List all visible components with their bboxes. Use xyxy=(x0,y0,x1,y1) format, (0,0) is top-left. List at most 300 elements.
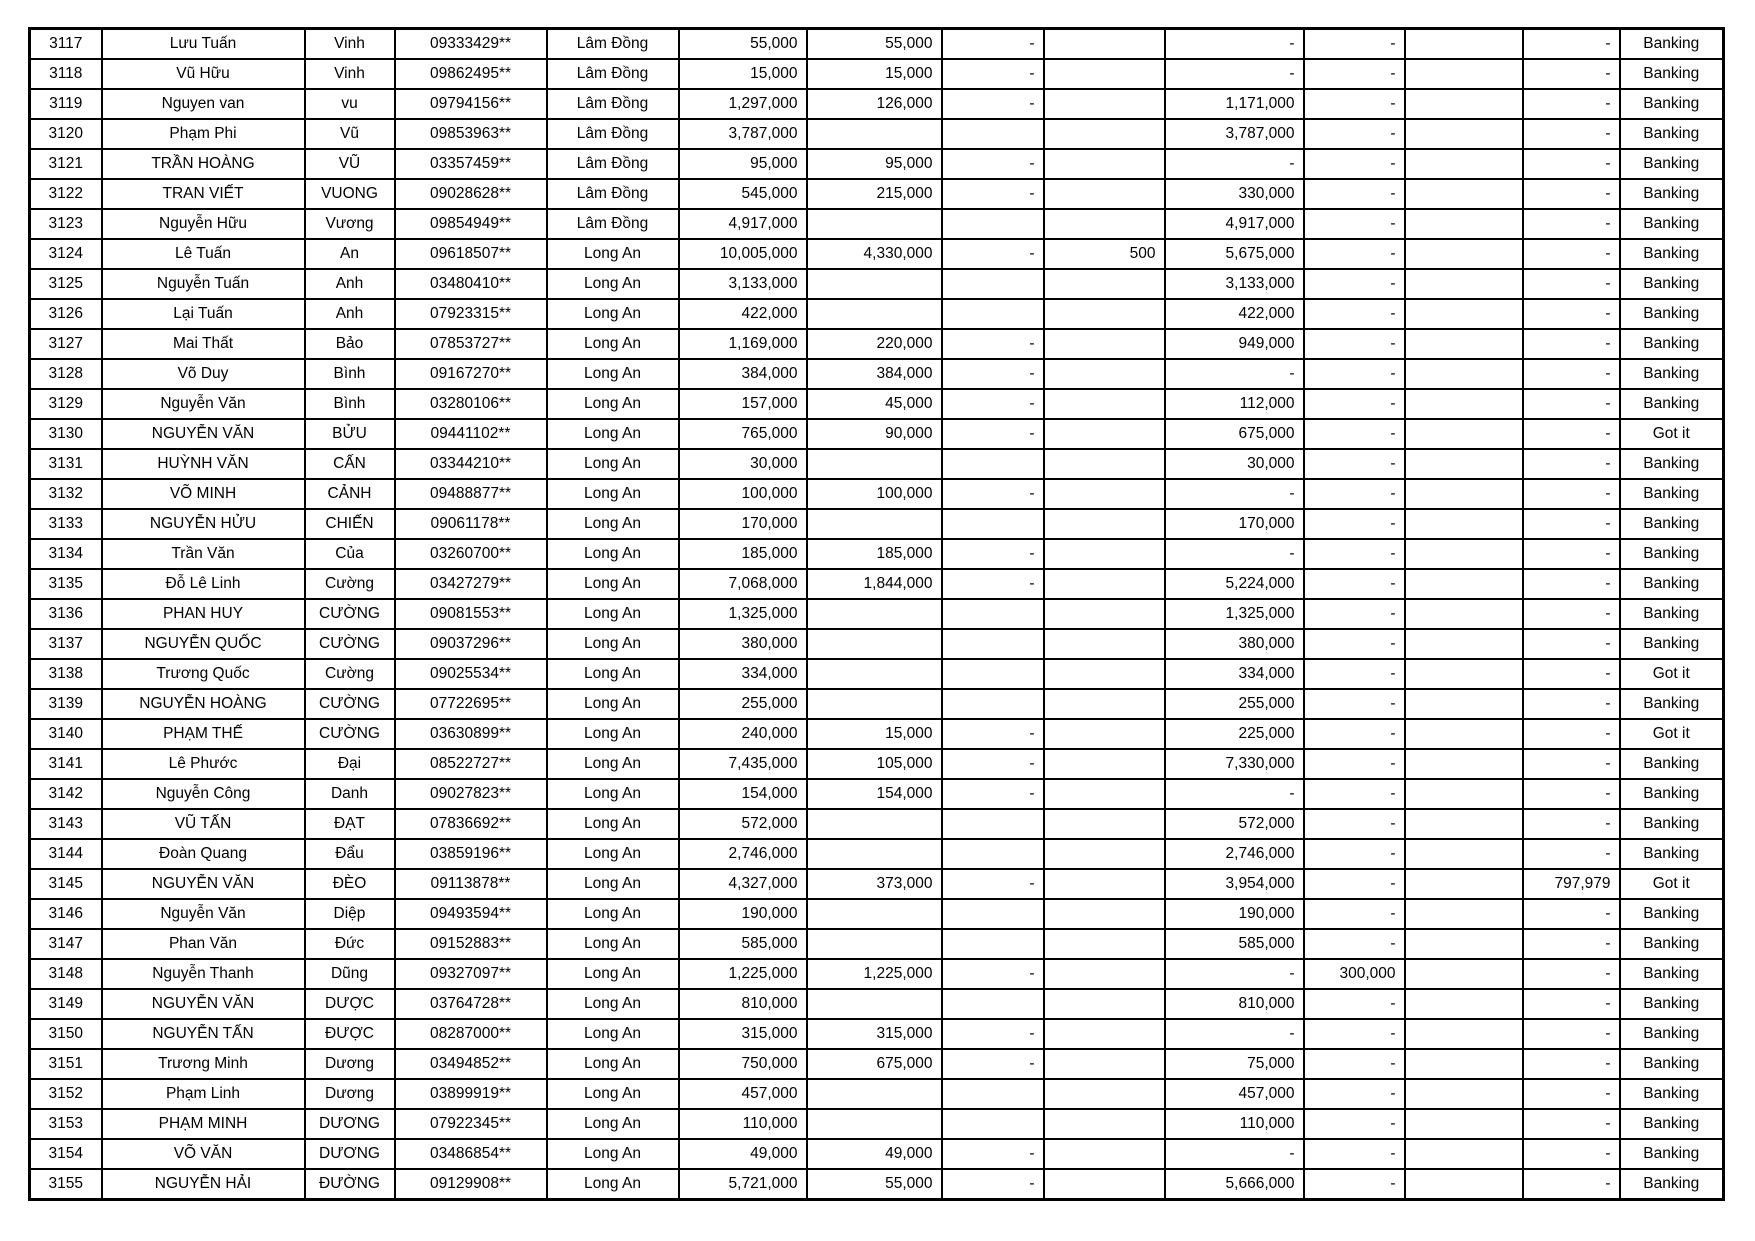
cell-phone-number: 08522727** xyxy=(395,749,547,779)
cell-amount-h: - xyxy=(1523,239,1620,269)
cell-amount-c: - xyxy=(942,29,1044,60)
cell-amount-c xyxy=(942,809,1044,839)
cell-amount-g xyxy=(1405,839,1523,869)
cell-amount-e: 2,746,000 xyxy=(1165,839,1304,869)
cell-amount-e: 30,000 xyxy=(1165,449,1304,479)
cell-amount-h: - xyxy=(1523,209,1620,239)
table-row xyxy=(30,899,1724,929)
cell-amount-d xyxy=(1044,449,1165,479)
cell-amount-b xyxy=(807,119,942,149)
cell-amount-a: 765,000 xyxy=(679,419,807,449)
cell-phone-number: 09333429** xyxy=(395,29,547,60)
cell-amount-a: 750,000 xyxy=(679,1049,807,1079)
cell-last-name: Đẩu xyxy=(305,839,395,869)
cell-province: Long An xyxy=(547,389,679,419)
cell-phone-number: 09618507** xyxy=(395,239,547,269)
cell-amount-b: 100,000 xyxy=(807,479,942,509)
cell-province: Lâm Đồng xyxy=(547,29,679,60)
cell-last-name: Dũng xyxy=(305,959,395,989)
cell-phone-number: 03899919** xyxy=(395,1079,547,1109)
cell-amount-d xyxy=(1044,959,1165,989)
cell-amount-d xyxy=(1044,839,1165,869)
cell-last-name: Anh xyxy=(305,269,395,299)
cell-amount-h: - xyxy=(1523,719,1620,749)
cell-first-middle-name: VÕ VĂN xyxy=(102,1139,305,1169)
cell-amount-e: 949,000 xyxy=(1165,329,1304,359)
cell-first-middle-name: NGUYỄN HỬU xyxy=(102,509,305,539)
cell-amount-e: 4,917,000 xyxy=(1165,209,1304,239)
table-row xyxy=(30,1019,1724,1049)
cell-amount-d xyxy=(1044,149,1165,179)
table-body xyxy=(30,29,1724,1200)
cell-province: Long An xyxy=(547,779,679,809)
data-table xyxy=(28,27,1725,1201)
cell-last-name: Danh xyxy=(305,779,395,809)
cell-phone-number: 03859196** xyxy=(395,839,547,869)
cell-amount-e: 190,000 xyxy=(1165,899,1304,929)
table-row xyxy=(30,239,1724,269)
cell-province: Long An xyxy=(547,479,679,509)
cell-last-name: Đại xyxy=(305,749,395,779)
cell-status: Banking xyxy=(1620,89,1724,119)
cell-amount-g xyxy=(1405,779,1523,809)
cell-amount-f: - xyxy=(1304,119,1405,149)
cell-amount-a: 3,787,000 xyxy=(679,119,807,149)
cell-amount-b: 126,000 xyxy=(807,89,942,119)
cell-amount-c: - xyxy=(942,239,1044,269)
cell-last-name: Bình xyxy=(305,359,395,389)
cell-status: Banking xyxy=(1620,509,1724,539)
cell-amount-a: 384,000 xyxy=(679,359,807,389)
cell-amount-b: 373,000 xyxy=(807,869,942,899)
cell-province: Lâm Đồng xyxy=(547,89,679,119)
cell-amount-b xyxy=(807,809,942,839)
cell-amount-c: - xyxy=(942,149,1044,179)
cell-amount-d xyxy=(1044,779,1165,809)
cell-phone-number: 07722695** xyxy=(395,689,547,719)
cell-amount-c: - xyxy=(942,1169,1044,1200)
cell-amount-a: 100,000 xyxy=(679,479,807,509)
cell-province: Long An xyxy=(547,749,679,779)
cell-amount-a: 4,327,000 xyxy=(679,869,807,899)
cell-status: Banking xyxy=(1620,569,1724,599)
cell-row-id: 3125 xyxy=(30,269,102,299)
cell-phone-number: 09493594** xyxy=(395,899,547,929)
table-row xyxy=(30,29,1724,60)
cell-amount-e: 7,330,000 xyxy=(1165,749,1304,779)
cell-amount-a: 422,000 xyxy=(679,299,807,329)
cell-amount-a: 4,917,000 xyxy=(679,209,807,239)
cell-amount-c: - xyxy=(942,389,1044,419)
cell-amount-h: - xyxy=(1523,689,1620,719)
cell-phone-number: 03357459** xyxy=(395,149,547,179)
cell-amount-e: 334,000 xyxy=(1165,659,1304,689)
cell-amount-b: 15,000 xyxy=(807,719,942,749)
cell-amount-d xyxy=(1044,629,1165,659)
cell-first-middle-name: Nguyễn Văn xyxy=(102,389,305,419)
cell-last-name: Anh xyxy=(305,299,395,329)
cell-province: Lâm Đồng xyxy=(547,209,679,239)
cell-row-id: 3149 xyxy=(30,989,102,1019)
table-row xyxy=(30,749,1724,779)
cell-status: Banking xyxy=(1620,989,1724,1019)
cell-amount-h: - xyxy=(1523,179,1620,209)
cell-amount-a: 185,000 xyxy=(679,539,807,569)
cell-phone-number: 09129908** xyxy=(395,1169,547,1200)
cell-amount-f: - xyxy=(1304,299,1405,329)
cell-row-id: 3141 xyxy=(30,749,102,779)
cell-amount-e: - xyxy=(1165,539,1304,569)
cell-amount-f: - xyxy=(1304,1109,1405,1139)
cell-amount-g xyxy=(1405,239,1523,269)
cell-row-id: 3121 xyxy=(30,149,102,179)
cell-phone-number: 03764728** xyxy=(395,989,547,1019)
cell-amount-b xyxy=(807,449,942,479)
table-row xyxy=(30,449,1724,479)
cell-amount-e: 170,000 xyxy=(1165,509,1304,539)
cell-row-id: 3135 xyxy=(30,569,102,599)
cell-amount-e: 422,000 xyxy=(1165,299,1304,329)
cell-status: Banking xyxy=(1620,539,1724,569)
cell-amount-b: 215,000 xyxy=(807,179,942,209)
cell-amount-g xyxy=(1405,539,1523,569)
cell-amount-a: 10,005,000 xyxy=(679,239,807,269)
cell-amount-h: - xyxy=(1523,359,1620,389)
cell-amount-h: - xyxy=(1523,1169,1620,1200)
cell-last-name: An xyxy=(305,239,395,269)
cell-amount-a: 457,000 xyxy=(679,1079,807,1109)
cell-amount-g xyxy=(1405,509,1523,539)
table-row xyxy=(30,359,1724,389)
cell-amount-c: - xyxy=(942,569,1044,599)
cell-amount-c: - xyxy=(942,869,1044,899)
cell-status: Banking xyxy=(1620,839,1724,869)
cell-province: Long An xyxy=(547,689,679,719)
cell-amount-e: 110,000 xyxy=(1165,1109,1304,1139)
table-row xyxy=(30,869,1724,899)
cell-amount-d xyxy=(1044,29,1165,60)
cell-amount-e: 5,675,000 xyxy=(1165,239,1304,269)
cell-amount-f: - xyxy=(1304,749,1405,779)
cell-amount-a: 157,000 xyxy=(679,389,807,419)
cell-amount-c: - xyxy=(942,419,1044,449)
cell-amount-g xyxy=(1405,449,1523,479)
cell-first-middle-name: NGUYỄN VĂN xyxy=(102,869,305,899)
cell-province: Long An xyxy=(547,1109,679,1139)
cell-row-id: 3117 xyxy=(30,29,102,60)
table-row xyxy=(30,539,1724,569)
cell-amount-e: - xyxy=(1165,29,1304,60)
cell-last-name: VUONG xyxy=(305,179,395,209)
cell-last-name: ĐÈO xyxy=(305,869,395,899)
cell-amount-a: 5,721,000 xyxy=(679,1169,807,1200)
cell-status: Banking xyxy=(1620,929,1724,959)
cell-amount-g xyxy=(1405,1049,1523,1079)
cell-last-name: ĐƯỢC xyxy=(305,1019,395,1049)
cell-amount-d xyxy=(1044,869,1165,899)
cell-amount-g xyxy=(1405,689,1523,719)
table-row xyxy=(30,1079,1724,1109)
cell-phone-number: 03630899** xyxy=(395,719,547,749)
cell-status: Banking xyxy=(1620,299,1724,329)
cell-status: Banking xyxy=(1620,749,1724,779)
cell-phone-number: 03486854** xyxy=(395,1139,547,1169)
cell-amount-g xyxy=(1405,749,1523,779)
cell-amount-f: - xyxy=(1304,989,1405,1019)
cell-amount-g xyxy=(1405,659,1523,689)
cell-status: Banking xyxy=(1620,899,1724,929)
cell-row-id: 3126 xyxy=(30,299,102,329)
cell-amount-d xyxy=(1044,689,1165,719)
cell-row-id: 3128 xyxy=(30,359,102,389)
cell-amount-c: - xyxy=(942,479,1044,509)
cell-amount-d xyxy=(1044,59,1165,89)
cell-amount-h: - xyxy=(1523,959,1620,989)
cell-last-name: CƯỜNG xyxy=(305,629,395,659)
cell-row-id: 3155 xyxy=(30,1169,102,1200)
cell-amount-d xyxy=(1044,209,1165,239)
cell-first-middle-name: Trương Quốc xyxy=(102,659,305,689)
cell-first-middle-name: Vũ Hữu xyxy=(102,59,305,89)
cell-last-name: Của xyxy=(305,539,395,569)
cell-amount-g xyxy=(1405,629,1523,659)
cell-phone-number: 03344210** xyxy=(395,449,547,479)
cell-amount-h: 797,979 xyxy=(1523,869,1620,899)
cell-amount-e: - xyxy=(1165,1019,1304,1049)
cell-amount-f: - xyxy=(1304,329,1405,359)
cell-amount-g xyxy=(1405,1019,1523,1049)
cell-amount-h: - xyxy=(1523,389,1620,419)
cell-amount-h: - xyxy=(1523,569,1620,599)
cell-amount-h: - xyxy=(1523,839,1620,869)
cell-status: Banking xyxy=(1620,689,1724,719)
cell-amount-d xyxy=(1044,989,1165,1019)
cell-amount-d xyxy=(1044,749,1165,779)
cell-amount-f: - xyxy=(1304,479,1405,509)
cell-amount-b xyxy=(807,1109,942,1139)
cell-amount-b: 90,000 xyxy=(807,419,942,449)
table-row xyxy=(30,119,1724,149)
cell-row-id: 3146 xyxy=(30,899,102,929)
cell-amount-b: 45,000 xyxy=(807,389,942,419)
cell-first-middle-name: NGUYỄN TẤN xyxy=(102,1019,305,1049)
cell-amount-c: - xyxy=(942,179,1044,209)
cell-amount-c xyxy=(942,299,1044,329)
cell-amount-f: - xyxy=(1304,809,1405,839)
cell-status: Got it xyxy=(1620,419,1724,449)
cell-amount-c xyxy=(942,659,1044,689)
cell-province: Long An xyxy=(547,989,679,1019)
cell-amount-b: 15,000 xyxy=(807,59,942,89)
cell-province: Long An xyxy=(547,839,679,869)
cell-amount-b xyxy=(807,599,942,629)
cell-first-middle-name: Nguyễn Tuấn xyxy=(102,269,305,299)
cell-amount-a: 55,000 xyxy=(679,29,807,60)
cell-amount-c: - xyxy=(942,359,1044,389)
cell-amount-h: - xyxy=(1523,1019,1620,1049)
cell-phone-number: 03280106** xyxy=(395,389,547,419)
cell-status: Banking xyxy=(1620,1109,1724,1139)
table-row xyxy=(30,779,1724,809)
cell-row-id: 3130 xyxy=(30,419,102,449)
cell-status: Got it xyxy=(1620,659,1724,689)
cell-amount-h: - xyxy=(1523,779,1620,809)
cell-amount-f: - xyxy=(1304,779,1405,809)
cell-amount-a: 1,169,000 xyxy=(679,329,807,359)
cell-last-name: VŨ xyxy=(305,149,395,179)
cell-amount-b xyxy=(807,509,942,539)
cell-first-middle-name: Lê Tuấn xyxy=(102,239,305,269)
cell-last-name: DƯỢC xyxy=(305,989,395,1019)
cell-amount-e: - xyxy=(1165,479,1304,509)
cell-amount-f: - xyxy=(1304,599,1405,629)
cell-phone-number: 07922345** xyxy=(395,1109,547,1139)
table-row xyxy=(30,59,1724,89)
cell-phone-number: 09037296** xyxy=(395,629,547,659)
cell-amount-f: - xyxy=(1304,179,1405,209)
cell-amount-d xyxy=(1044,389,1165,419)
cell-last-name: Đức xyxy=(305,929,395,959)
cell-amount-g xyxy=(1405,329,1523,359)
cell-first-middle-name: Nguyễn Văn xyxy=(102,899,305,929)
cell-amount-a: 810,000 xyxy=(679,989,807,1019)
cell-amount-a: 1,325,000 xyxy=(679,599,807,629)
cell-amount-c xyxy=(942,269,1044,299)
table-row xyxy=(30,569,1724,599)
cell-amount-g xyxy=(1405,569,1523,599)
table-row xyxy=(30,719,1724,749)
cell-first-middle-name: PHẠM THẾ xyxy=(102,719,305,749)
cell-amount-b: 105,000 xyxy=(807,749,942,779)
cell-amount-d xyxy=(1044,809,1165,839)
cell-phone-number: 09028628** xyxy=(395,179,547,209)
cell-amount-b: 4,330,000 xyxy=(807,239,942,269)
cell-province: Long An xyxy=(547,359,679,389)
cell-province: Long An xyxy=(547,419,679,449)
cell-status: Banking xyxy=(1620,119,1724,149)
cell-first-middle-name: Phạm Phi xyxy=(102,119,305,149)
cell-amount-g xyxy=(1405,29,1523,60)
cell-status: Banking xyxy=(1620,809,1724,839)
cell-amount-g xyxy=(1405,719,1523,749)
cell-amount-a: 1,297,000 xyxy=(679,89,807,119)
cell-amount-a: 170,000 xyxy=(679,509,807,539)
cell-amount-c: - xyxy=(942,329,1044,359)
cell-last-name: vu xyxy=(305,89,395,119)
cell-amount-g xyxy=(1405,869,1523,899)
cell-amount-c: - xyxy=(942,959,1044,989)
cell-first-middle-name: Nguyễn Hữu xyxy=(102,209,305,239)
cell-phone-number: 09327097** xyxy=(395,959,547,989)
cell-province: Long An xyxy=(547,599,679,629)
cell-first-middle-name: NGUYỄN HOÀNG xyxy=(102,689,305,719)
cell-amount-f: - xyxy=(1304,719,1405,749)
cell-amount-g xyxy=(1405,419,1523,449)
cell-amount-f: - xyxy=(1304,449,1405,479)
cell-status: Banking xyxy=(1620,239,1724,269)
cell-amount-e: 5,666,000 xyxy=(1165,1169,1304,1200)
cell-last-name: CẤN xyxy=(305,449,395,479)
cell-amount-h: - xyxy=(1523,1109,1620,1139)
cell-province: Long An xyxy=(547,449,679,479)
cell-amount-c: - xyxy=(942,539,1044,569)
cell-amount-d xyxy=(1044,1169,1165,1200)
cell-phone-number: 09061178** xyxy=(395,509,547,539)
cell-amount-c xyxy=(942,1109,1044,1139)
cell-amount-c: - xyxy=(942,749,1044,779)
cell-amount-g xyxy=(1405,389,1523,419)
cell-amount-h: - xyxy=(1523,929,1620,959)
cell-status: Banking xyxy=(1620,1019,1724,1049)
cell-phone-number: 09441102** xyxy=(395,419,547,449)
cell-row-id: 3138 xyxy=(30,659,102,689)
cell-status: Banking xyxy=(1620,29,1724,60)
cell-amount-a: 49,000 xyxy=(679,1139,807,1169)
cell-row-id: 3124 xyxy=(30,239,102,269)
cell-amount-a: 1,225,000 xyxy=(679,959,807,989)
cell-amount-d xyxy=(1044,1019,1165,1049)
table-row xyxy=(30,839,1724,869)
cell-amount-h: - xyxy=(1523,509,1620,539)
cell-amount-h: - xyxy=(1523,659,1620,689)
cell-province: Long An xyxy=(547,1169,679,1200)
cell-row-id: 3154 xyxy=(30,1139,102,1169)
cell-amount-d xyxy=(1044,659,1165,689)
cell-first-middle-name: TRẦN HOÀNG xyxy=(102,149,305,179)
cell-amount-d xyxy=(1044,1049,1165,1079)
cell-amount-f: - xyxy=(1304,1019,1405,1049)
cell-amount-f: - xyxy=(1304,899,1405,929)
cell-first-middle-name: VŨ TẤN xyxy=(102,809,305,839)
cell-amount-a: 190,000 xyxy=(679,899,807,929)
cell-status: Banking xyxy=(1620,179,1724,209)
cell-amount-d xyxy=(1044,539,1165,569)
cell-first-middle-name: Nguyen van xyxy=(102,89,305,119)
cell-amount-b: 55,000 xyxy=(807,29,942,60)
cell-phone-number: 03480410** xyxy=(395,269,547,299)
cell-amount-b xyxy=(807,1079,942,1109)
cell-row-id: 3127 xyxy=(30,329,102,359)
cell-amount-g xyxy=(1405,599,1523,629)
cell-province: Lâm Đồng xyxy=(547,119,679,149)
cell-province: Long An xyxy=(547,659,679,689)
cell-last-name: CƯỜNG xyxy=(305,719,395,749)
cell-first-middle-name: Phạm Linh xyxy=(102,1079,305,1109)
cell-last-name: Dương xyxy=(305,1049,395,1079)
cell-amount-h: - xyxy=(1523,599,1620,629)
cell-province: Long An xyxy=(547,629,679,659)
cell-province: Lâm Đồng xyxy=(547,179,679,209)
cell-amount-d xyxy=(1044,929,1165,959)
cell-first-middle-name: Trương Minh xyxy=(102,1049,305,1079)
cell-amount-d xyxy=(1044,1079,1165,1109)
cell-amount-h: - xyxy=(1523,899,1620,929)
cell-amount-b xyxy=(807,269,942,299)
cell-amount-a: 7,435,000 xyxy=(679,749,807,779)
cell-amount-c: - xyxy=(942,59,1044,89)
table-row xyxy=(30,929,1724,959)
cell-amount-e: - xyxy=(1165,59,1304,89)
cell-phone-number: 09152883** xyxy=(395,929,547,959)
cell-amount-e: 75,000 xyxy=(1165,1049,1304,1079)
cell-amount-h: - xyxy=(1523,29,1620,60)
cell-amount-e: 112,000 xyxy=(1165,389,1304,419)
cell-amount-e: - xyxy=(1165,149,1304,179)
cell-amount-d xyxy=(1044,479,1165,509)
cell-amount-f: - xyxy=(1304,29,1405,60)
cell-amount-f: - xyxy=(1304,839,1405,869)
cell-first-middle-name: HUỲNH VĂN xyxy=(102,449,305,479)
